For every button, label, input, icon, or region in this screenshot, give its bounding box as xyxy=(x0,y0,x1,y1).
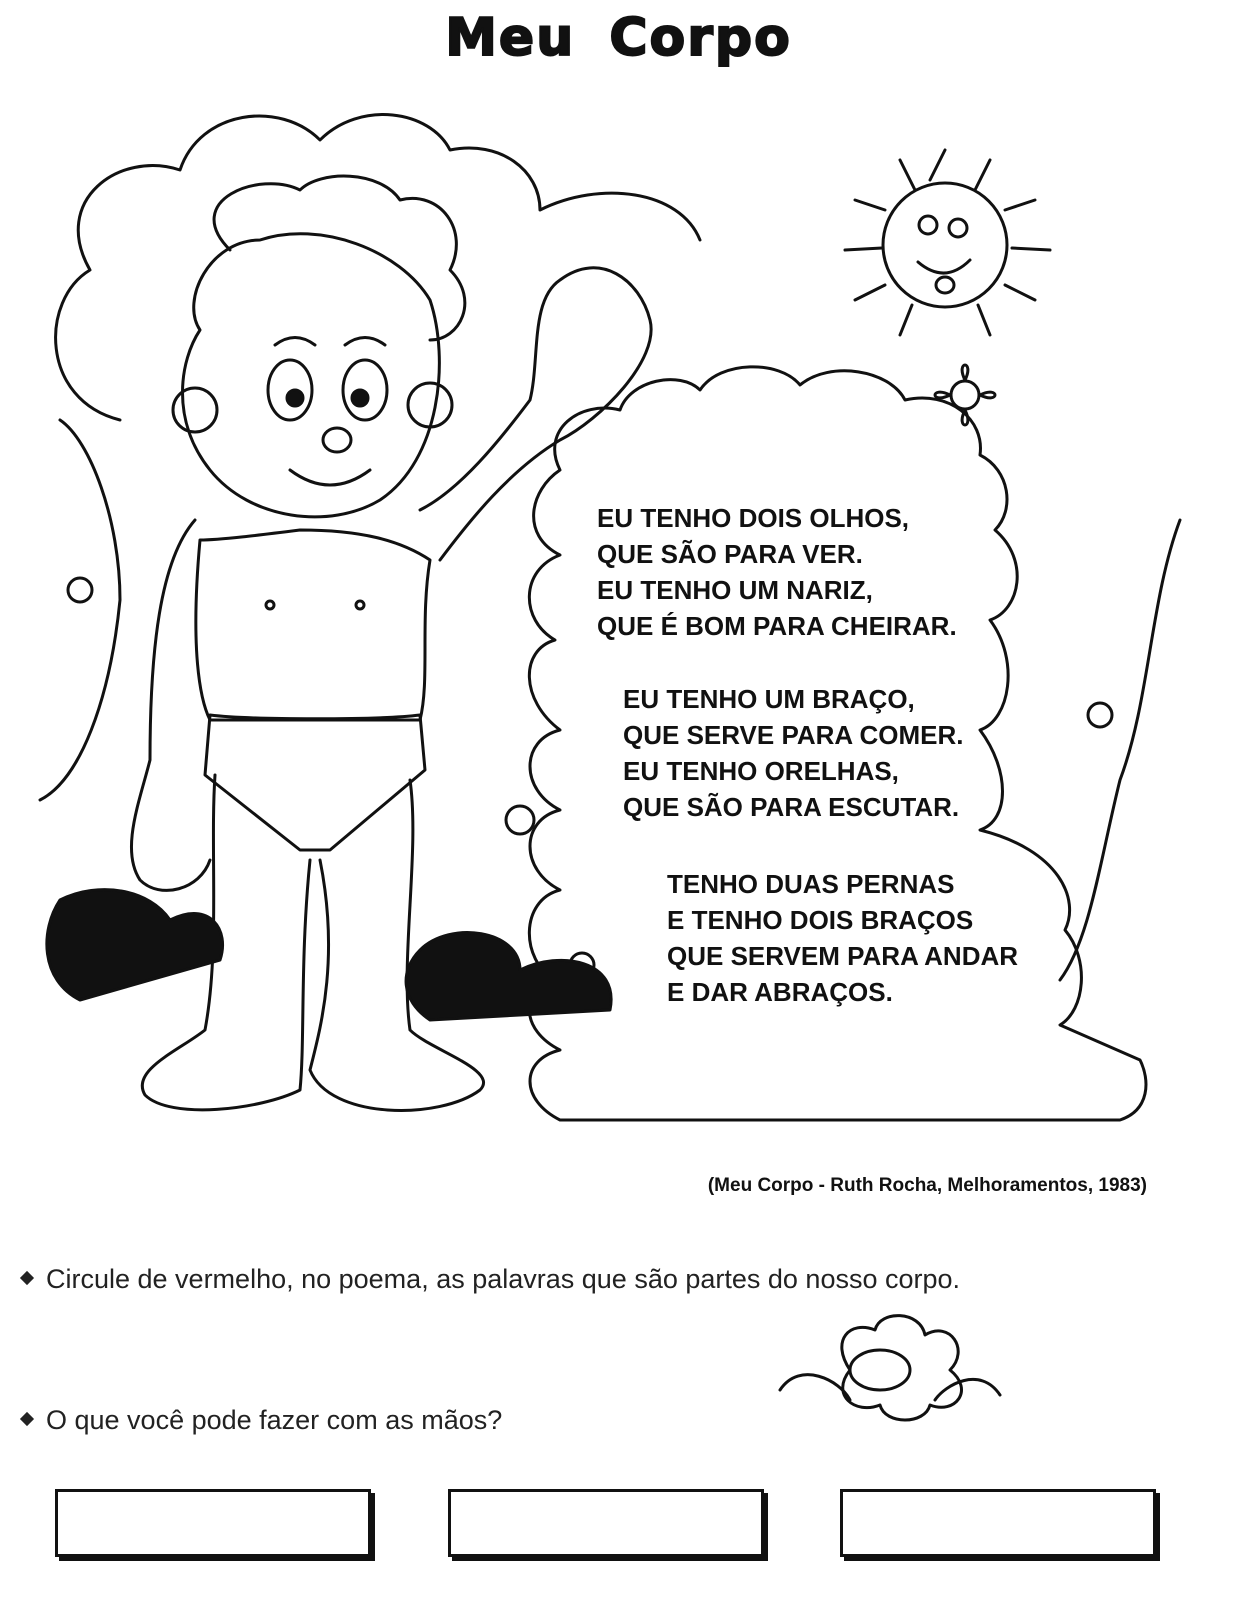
page-title: Meu Corpo xyxy=(445,8,792,68)
poem-line: QUE SÃO PARA ESCUTAR. xyxy=(623,792,960,822)
question-text: O que você pode fazer com as mãos? xyxy=(46,1405,503,1435)
question-2 xyxy=(22,1405,502,1436)
bullet-icon xyxy=(20,1412,34,1426)
sun-icon xyxy=(845,150,1050,335)
poem-stanza-2 xyxy=(623,681,963,825)
answer-box-3[interactable] xyxy=(840,1489,1156,1557)
bullet-icon xyxy=(20,1271,34,1285)
poem-line: QUE SÃO PARA VER. xyxy=(597,539,863,569)
poem-line: EU TENHO UM NARIZ, xyxy=(597,575,873,605)
citation: (Meu Corpo - Ruth Rocha, Melhoramentos, 1983) xyxy=(707,1175,1147,1196)
question-1 xyxy=(22,1264,960,1295)
poem-line: E DAR ABRAÇOS. xyxy=(667,977,893,1007)
poem-line: QUE SERVEM PARA ANDAR xyxy=(667,941,1019,971)
answer-box-1[interactable] xyxy=(55,1489,371,1557)
poem-line: EU TENHO UM BRAÇO, xyxy=(623,684,915,714)
poem-line: EU TENHO ORELHAS, xyxy=(623,756,899,786)
background-cloud xyxy=(56,115,700,420)
question-text: Circule de vermelho, no poema, as palavras que são partes do nosso corpo. xyxy=(46,1264,961,1294)
poem-line: QUE SERVE PARA COMER. xyxy=(623,720,964,750)
flower-icon xyxy=(780,1316,1000,1420)
poem-line: TENHO DUAS PERNAS xyxy=(667,869,955,899)
poem-stanza-3 xyxy=(667,866,1018,1010)
poem-stanza-1 xyxy=(597,500,957,644)
ground xyxy=(47,890,223,1000)
answer-box-2[interactable] xyxy=(448,1489,764,1557)
poem-line: QUE É BOM PARA CHEIRAR. xyxy=(597,611,957,641)
poem-line: EU TENHO DOIS OLHOS, xyxy=(597,503,910,533)
poem-line: E TENHO DOIS BRAÇOS xyxy=(667,905,974,935)
